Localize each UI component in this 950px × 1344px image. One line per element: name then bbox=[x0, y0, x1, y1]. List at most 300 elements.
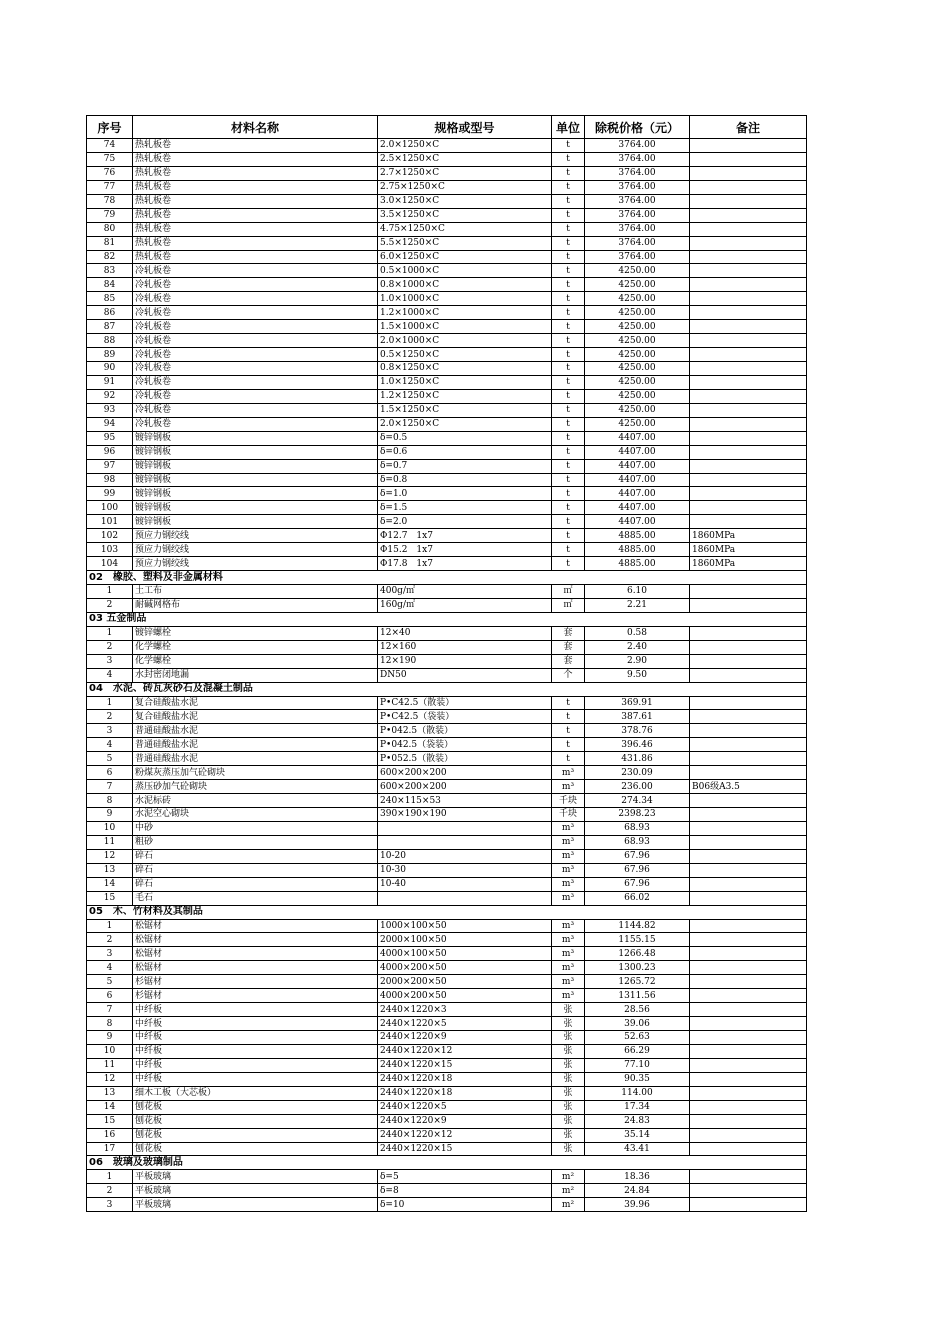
cell-price: 4250.00 bbox=[585, 348, 690, 362]
cell-price: 17.34 bbox=[585, 1100, 690, 1114]
cell-price: 230.09 bbox=[585, 766, 690, 780]
cell-note: 1860MPa bbox=[690, 529, 807, 543]
cell-unit: 张 bbox=[552, 1017, 585, 1031]
cell-name: 冷轧板卷 bbox=[133, 334, 378, 348]
cell-name: 碎石 bbox=[133, 877, 378, 891]
cell-no: 95 bbox=[87, 431, 133, 445]
cell-no: 1 bbox=[87, 585, 133, 599]
cell-spec: 10-20 bbox=[378, 849, 552, 863]
cell-name: 平板玻璃 bbox=[133, 1198, 378, 1212]
table-row bbox=[87, 208, 807, 222]
cell-note bbox=[690, 1072, 807, 1086]
section-row bbox=[87, 905, 807, 919]
cell-unit: 套 bbox=[552, 654, 585, 668]
cell-price: 39.96 bbox=[585, 1198, 690, 1212]
table-row bbox=[87, 933, 807, 947]
cell-spec: Φ17.8 1x7 bbox=[378, 557, 552, 571]
table-row bbox=[87, 334, 807, 348]
cell-note bbox=[690, 919, 807, 933]
cell-spec: 390×190×190 bbox=[378, 808, 552, 822]
cell-spec: 5.5×1250×C bbox=[378, 236, 552, 250]
cell-note bbox=[690, 640, 807, 654]
cell-price: 4407.00 bbox=[585, 445, 690, 459]
cell-name: 刨花板 bbox=[133, 1100, 378, 1114]
cell-note bbox=[690, 1184, 807, 1198]
cell-name: 松锯材 bbox=[133, 919, 378, 933]
cell-unit: 张 bbox=[552, 1100, 585, 1114]
cell-name: 冷轧板卷 bbox=[133, 403, 378, 417]
cell-unit: 套 bbox=[552, 640, 585, 654]
cell-spec: 2.0×1250×C bbox=[378, 139, 552, 153]
cell-no: 1 bbox=[87, 919, 133, 933]
table-row bbox=[87, 403, 807, 417]
cell-name: 冷轧板卷 bbox=[133, 292, 378, 306]
table-row bbox=[87, 139, 807, 153]
table-row bbox=[87, 738, 807, 752]
cell-no: 1 bbox=[87, 696, 133, 710]
cell-unit: m³ bbox=[552, 891, 585, 905]
table-row bbox=[87, 1017, 807, 1031]
cell-unit: t bbox=[552, 417, 585, 431]
cell-note bbox=[690, 236, 807, 250]
cell-price: 4407.00 bbox=[585, 473, 690, 487]
cell-name: 水泥标砖 bbox=[133, 794, 378, 808]
table-row bbox=[87, 473, 807, 487]
cell-no: 6 bbox=[87, 766, 133, 780]
cell-note bbox=[690, 431, 807, 445]
table-row bbox=[87, 348, 807, 362]
cell-price: 1265.72 bbox=[585, 975, 690, 989]
cell-name: 水封密闭地漏 bbox=[133, 668, 378, 682]
cell-spec: δ=10 bbox=[378, 1198, 552, 1212]
cell-price: 3764.00 bbox=[585, 194, 690, 208]
table-row bbox=[87, 989, 807, 1003]
cell-name: 中纤板 bbox=[133, 1072, 378, 1086]
cell-price: 4250.00 bbox=[585, 264, 690, 278]
cell-name: 毛石 bbox=[133, 891, 378, 905]
table-row bbox=[87, 194, 807, 208]
cell-price: 3764.00 bbox=[585, 208, 690, 222]
cell-price: 90.35 bbox=[585, 1072, 690, 1086]
cell-note bbox=[690, 306, 807, 320]
cell-name: 热轧板卷 bbox=[133, 208, 378, 222]
cell-name: 杉锯材 bbox=[133, 989, 378, 1003]
cell-no: 88 bbox=[87, 334, 133, 348]
table-row bbox=[87, 1184, 807, 1198]
cell-note bbox=[690, 208, 807, 222]
cell-spec: 2440×1220×9 bbox=[378, 1114, 552, 1128]
cell-spec: 2440×1220×15 bbox=[378, 1142, 552, 1156]
cell-spec: 4000×200×50 bbox=[378, 961, 552, 975]
cell-no: 12 bbox=[87, 1072, 133, 1086]
cell-spec: 0.5×1000×C bbox=[378, 264, 552, 278]
header-unit: 单位 bbox=[552, 116, 585, 139]
cell-unit: t bbox=[552, 389, 585, 403]
cell-no: 85 bbox=[87, 292, 133, 306]
table-row bbox=[87, 1086, 807, 1100]
cell-unit: m³ bbox=[552, 766, 585, 780]
cell-price: 396.46 bbox=[585, 738, 690, 752]
cell-unit: ㎡ bbox=[552, 598, 585, 612]
cell-no: 9 bbox=[87, 1031, 133, 1045]
cell-no: 101 bbox=[87, 515, 133, 529]
cell-note bbox=[690, 891, 807, 905]
table-row bbox=[87, 585, 807, 599]
cell-spec: 0.8×1000×C bbox=[378, 278, 552, 292]
cell-price: 4885.00 bbox=[585, 557, 690, 571]
cell-note bbox=[690, 738, 807, 752]
cell-note bbox=[690, 459, 807, 473]
cell-no: 17 bbox=[87, 1142, 133, 1156]
cell-price: 3764.00 bbox=[585, 180, 690, 194]
table-row bbox=[87, 487, 807, 501]
cell-note bbox=[690, 320, 807, 334]
header-note: 备注 bbox=[690, 116, 807, 139]
section-row bbox=[87, 612, 807, 626]
cell-unit: t bbox=[552, 473, 585, 487]
cell-name: 冷轧板卷 bbox=[133, 389, 378, 403]
cell-note bbox=[690, 152, 807, 166]
cell-note bbox=[690, 947, 807, 961]
cell-price: 66.02 bbox=[585, 891, 690, 905]
cell-price: 4250.00 bbox=[585, 278, 690, 292]
cell-note bbox=[690, 821, 807, 835]
cell-no: 4 bbox=[87, 961, 133, 975]
cell-unit: t bbox=[552, 264, 585, 278]
cell-spec: 600×200×200 bbox=[378, 780, 552, 794]
cell-unit: 张 bbox=[552, 1142, 585, 1156]
cell-no: 90 bbox=[87, 362, 133, 376]
cell-name: 冷轧板卷 bbox=[133, 278, 378, 292]
cell-name: 粗砂 bbox=[133, 835, 378, 849]
cell-name: 中砂 bbox=[133, 821, 378, 835]
cell-price: 1144.82 bbox=[585, 919, 690, 933]
cell-price: 3764.00 bbox=[585, 139, 690, 153]
cell-spec: 2000×200×50 bbox=[378, 975, 552, 989]
cell-price: 2.40 bbox=[585, 640, 690, 654]
header-name: 材料名称 bbox=[133, 116, 378, 139]
cell-price: 6.10 bbox=[585, 585, 690, 599]
cell-unit: m³ bbox=[552, 975, 585, 989]
cell-no: 100 bbox=[87, 501, 133, 515]
cell-unit: 张 bbox=[552, 1044, 585, 1058]
cell-name: 普通硅酸盐水泥 bbox=[133, 752, 378, 766]
cell-no: 7 bbox=[87, 780, 133, 794]
cell-spec: 2440×1220×18 bbox=[378, 1072, 552, 1086]
cell-price: 39.06 bbox=[585, 1017, 690, 1031]
cell-note bbox=[690, 933, 807, 947]
cell-note bbox=[690, 1100, 807, 1114]
cell-unit: t bbox=[552, 278, 585, 292]
table-row bbox=[87, 375, 807, 389]
cell-name: 复合硅酸盐水泥 bbox=[133, 710, 378, 724]
cell-spec: δ=0.8 bbox=[378, 473, 552, 487]
cell-name: 预应力钢绞线 bbox=[133, 529, 378, 543]
cell-price: 4407.00 bbox=[585, 459, 690, 473]
table-row bbox=[87, 821, 807, 835]
cell-name: 镀锌钢板 bbox=[133, 473, 378, 487]
cell-note bbox=[690, 1086, 807, 1100]
cell-name: 热轧板卷 bbox=[133, 236, 378, 250]
cell-unit: m³ bbox=[552, 835, 585, 849]
cell-name: 冷轧板卷 bbox=[133, 348, 378, 362]
cell-note bbox=[690, 222, 807, 236]
cell-no: 91 bbox=[87, 375, 133, 389]
cell-unit: m² bbox=[552, 1184, 585, 1198]
cell-note bbox=[690, 334, 807, 348]
cell-spec: 10-30 bbox=[378, 863, 552, 877]
cell-no: 3 bbox=[87, 947, 133, 961]
cell-name: 热轧板卷 bbox=[133, 139, 378, 153]
table-row bbox=[87, 292, 807, 306]
cell-unit: 张 bbox=[552, 1086, 585, 1100]
header-no: 序号 bbox=[87, 116, 133, 139]
table-row bbox=[87, 835, 807, 849]
cell-price: 4250.00 bbox=[585, 320, 690, 334]
cell-note bbox=[690, 348, 807, 362]
cell-name: 热轧板卷 bbox=[133, 166, 378, 180]
cell-note bbox=[690, 362, 807, 376]
cell-no: 81 bbox=[87, 236, 133, 250]
table-header-row bbox=[87, 116, 807, 139]
cell-no: 10 bbox=[87, 1044, 133, 1058]
cell-note bbox=[690, 975, 807, 989]
table-row bbox=[87, 152, 807, 166]
table-row bbox=[87, 459, 807, 473]
cell-unit: t bbox=[552, 431, 585, 445]
cell-price: 274.34 bbox=[585, 794, 690, 808]
cell-unit: 张 bbox=[552, 1031, 585, 1045]
cell-unit: t bbox=[552, 222, 585, 236]
cell-spec: 600×200×200 bbox=[378, 766, 552, 780]
cell-unit: t bbox=[552, 375, 585, 389]
table-row bbox=[87, 250, 807, 264]
section-row bbox=[87, 1156, 807, 1170]
cell-unit: m³ bbox=[552, 877, 585, 891]
cell-no: 11 bbox=[87, 1058, 133, 1072]
cell-no: 2 bbox=[87, 710, 133, 724]
cell-no: 10 bbox=[87, 821, 133, 835]
cell-name: 刨花板 bbox=[133, 1142, 378, 1156]
cell-unit: t bbox=[552, 152, 585, 166]
cell-price: 28.56 bbox=[585, 1003, 690, 1017]
cell-price: 378.76 bbox=[585, 724, 690, 738]
cell-note bbox=[690, 1058, 807, 1072]
table-row bbox=[87, 278, 807, 292]
cell-name: 蒸压砂加气砼砌块 bbox=[133, 780, 378, 794]
cell-spec: 1.0×1000×C bbox=[378, 292, 552, 306]
cell-unit: t bbox=[552, 752, 585, 766]
cell-price: 431.86 bbox=[585, 752, 690, 766]
table-row bbox=[87, 417, 807, 431]
cell-name: 普通硅酸盐水泥 bbox=[133, 724, 378, 738]
cell-note bbox=[690, 794, 807, 808]
cell-no: 86 bbox=[87, 306, 133, 320]
cell-note bbox=[690, 961, 807, 975]
cell-unit: m² bbox=[552, 1170, 585, 1184]
cell-no: 84 bbox=[87, 278, 133, 292]
cell-spec: 2.0×1250×C bbox=[378, 417, 552, 431]
cell-unit: m³ bbox=[552, 933, 585, 947]
table-row bbox=[87, 1142, 807, 1156]
cell-unit: t bbox=[552, 696, 585, 710]
cell-no: 2 bbox=[87, 933, 133, 947]
cell-price: 4250.00 bbox=[585, 292, 690, 306]
cell-name: 预应力钢绞线 bbox=[133, 543, 378, 557]
price-table-sheet bbox=[86, 115, 806, 1212]
table-row bbox=[87, 696, 807, 710]
cell-no: 104 bbox=[87, 557, 133, 571]
cell-name: 化学螺栓 bbox=[133, 654, 378, 668]
table-row bbox=[87, 794, 807, 808]
cell-spec: 4000×200×50 bbox=[378, 989, 552, 1003]
cell-no: 83 bbox=[87, 264, 133, 278]
table-row bbox=[87, 557, 807, 571]
cell-unit: t bbox=[552, 738, 585, 752]
cell-name: 杉锯材 bbox=[133, 975, 378, 989]
cell-note bbox=[690, 710, 807, 724]
cell-name: 热轧板卷 bbox=[133, 222, 378, 236]
cell-name: 冷轧板卷 bbox=[133, 306, 378, 320]
cell-note: B06级A3.5 bbox=[690, 780, 807, 794]
cell-unit: t bbox=[552, 194, 585, 208]
cell-spec: 1.2×1000×C bbox=[378, 306, 552, 320]
cell-unit: t bbox=[552, 334, 585, 348]
cell-no: 15 bbox=[87, 891, 133, 905]
cell-note bbox=[690, 417, 807, 431]
section-row bbox=[87, 571, 807, 585]
cell-name: 热轧板卷 bbox=[133, 180, 378, 194]
cell-unit: 张 bbox=[552, 1058, 585, 1072]
cell-unit: t bbox=[552, 348, 585, 362]
table-row bbox=[87, 863, 807, 877]
cell-price: 4250.00 bbox=[585, 417, 690, 431]
cell-name: 中纤板 bbox=[133, 1044, 378, 1058]
cell-unit: t bbox=[552, 459, 585, 473]
cell-note bbox=[690, 626, 807, 640]
cell-name: 镀锌钢板 bbox=[133, 459, 378, 473]
cell-spec: 1.5×1000×C bbox=[378, 320, 552, 334]
cell-name: 冷轧板卷 bbox=[133, 417, 378, 431]
cell-no: 12 bbox=[87, 849, 133, 863]
cell-price: 3764.00 bbox=[585, 152, 690, 166]
cell-unit: m³ bbox=[552, 780, 585, 794]
cell-note bbox=[690, 264, 807, 278]
cell-no: 87 bbox=[87, 320, 133, 334]
table-row bbox=[87, 766, 807, 780]
cell-no: 8 bbox=[87, 1017, 133, 1031]
cell-name: 预应力钢绞线 bbox=[133, 557, 378, 571]
cell-no: 13 bbox=[87, 1086, 133, 1100]
cell-spec bbox=[378, 835, 552, 849]
section-title: 03 五金制品 bbox=[87, 612, 807, 626]
table-row bbox=[87, 710, 807, 724]
cell-price: 2398.23 bbox=[585, 808, 690, 822]
cell-spec: δ=5 bbox=[378, 1170, 552, 1184]
cell-spec: 3.5×1250×C bbox=[378, 208, 552, 222]
cell-name: 复合硅酸盐水泥 bbox=[133, 696, 378, 710]
cell-price: 67.96 bbox=[585, 877, 690, 891]
cell-note bbox=[690, 166, 807, 180]
cell-no: 4 bbox=[87, 738, 133, 752]
cell-no: 74 bbox=[87, 139, 133, 153]
cell-name: 化学螺栓 bbox=[133, 640, 378, 654]
cell-spec: P•C42.5（袋装） bbox=[378, 710, 552, 724]
cell-spec: 2440×1220×18 bbox=[378, 1086, 552, 1100]
cell-no: 7 bbox=[87, 1003, 133, 1017]
cell-note bbox=[690, 835, 807, 849]
cell-no: 3 bbox=[87, 724, 133, 738]
cell-price: 4885.00 bbox=[585, 543, 690, 557]
cell-no: 1 bbox=[87, 1170, 133, 1184]
cell-unit: 张 bbox=[552, 1128, 585, 1142]
cell-unit: t bbox=[552, 166, 585, 180]
cell-price: 68.93 bbox=[585, 835, 690, 849]
cell-no: 78 bbox=[87, 194, 133, 208]
table-row bbox=[87, 947, 807, 961]
cell-note bbox=[690, 194, 807, 208]
cell-name: 热轧板卷 bbox=[133, 194, 378, 208]
cell-price: 52.63 bbox=[585, 1031, 690, 1045]
cell-no: 96 bbox=[87, 445, 133, 459]
price-table bbox=[86, 115, 807, 1212]
cell-name: 松锯材 bbox=[133, 961, 378, 975]
cell-note bbox=[690, 139, 807, 153]
cell-unit: m³ bbox=[552, 947, 585, 961]
table-row bbox=[87, 529, 807, 543]
cell-no: 2 bbox=[87, 598, 133, 612]
cell-price: 9.50 bbox=[585, 668, 690, 682]
table-row bbox=[87, 264, 807, 278]
table-row bbox=[87, 166, 807, 180]
cell-spec: 2440×1220×3 bbox=[378, 1003, 552, 1017]
cell-no: 98 bbox=[87, 473, 133, 487]
cell-no: 80 bbox=[87, 222, 133, 236]
cell-name: 镀锌钢板 bbox=[133, 445, 378, 459]
cell-name: 镀锌钢板 bbox=[133, 431, 378, 445]
cell-spec: δ=1.5 bbox=[378, 501, 552, 515]
cell-name: 镀锌钢板 bbox=[133, 515, 378, 529]
table-row bbox=[87, 389, 807, 403]
cell-spec: 10-40 bbox=[378, 877, 552, 891]
table-row bbox=[87, 1031, 807, 1045]
table-row bbox=[87, 1128, 807, 1142]
cell-unit: t bbox=[552, 236, 585, 250]
cell-unit: m² bbox=[552, 1198, 585, 1212]
cell-spec: 160g/㎡ bbox=[378, 598, 552, 612]
cell-unit: t bbox=[552, 543, 585, 557]
cell-unit: t bbox=[552, 557, 585, 571]
cell-no: 14 bbox=[87, 877, 133, 891]
cell-spec: 2.5×1250×C bbox=[378, 152, 552, 166]
table-row bbox=[87, 1114, 807, 1128]
section-title: 06 玻璃及玻璃制品 bbox=[87, 1156, 807, 1170]
cell-name: 刨花板 bbox=[133, 1128, 378, 1142]
cell-price: 3764.00 bbox=[585, 166, 690, 180]
table-row bbox=[87, 1044, 807, 1058]
cell-spec: 12×160 bbox=[378, 640, 552, 654]
cell-name: 平板玻璃 bbox=[133, 1184, 378, 1198]
cell-price: 4407.00 bbox=[585, 487, 690, 501]
cell-spec: P•C42.5（散装） bbox=[378, 696, 552, 710]
cell-note bbox=[690, 180, 807, 194]
cell-spec: 400g/㎡ bbox=[378, 585, 552, 599]
table-row bbox=[87, 975, 807, 989]
cell-unit: m³ bbox=[552, 919, 585, 933]
cell-price: 4885.00 bbox=[585, 529, 690, 543]
cell-spec: 2440×1220×12 bbox=[378, 1044, 552, 1058]
cell-no: 93 bbox=[87, 403, 133, 417]
